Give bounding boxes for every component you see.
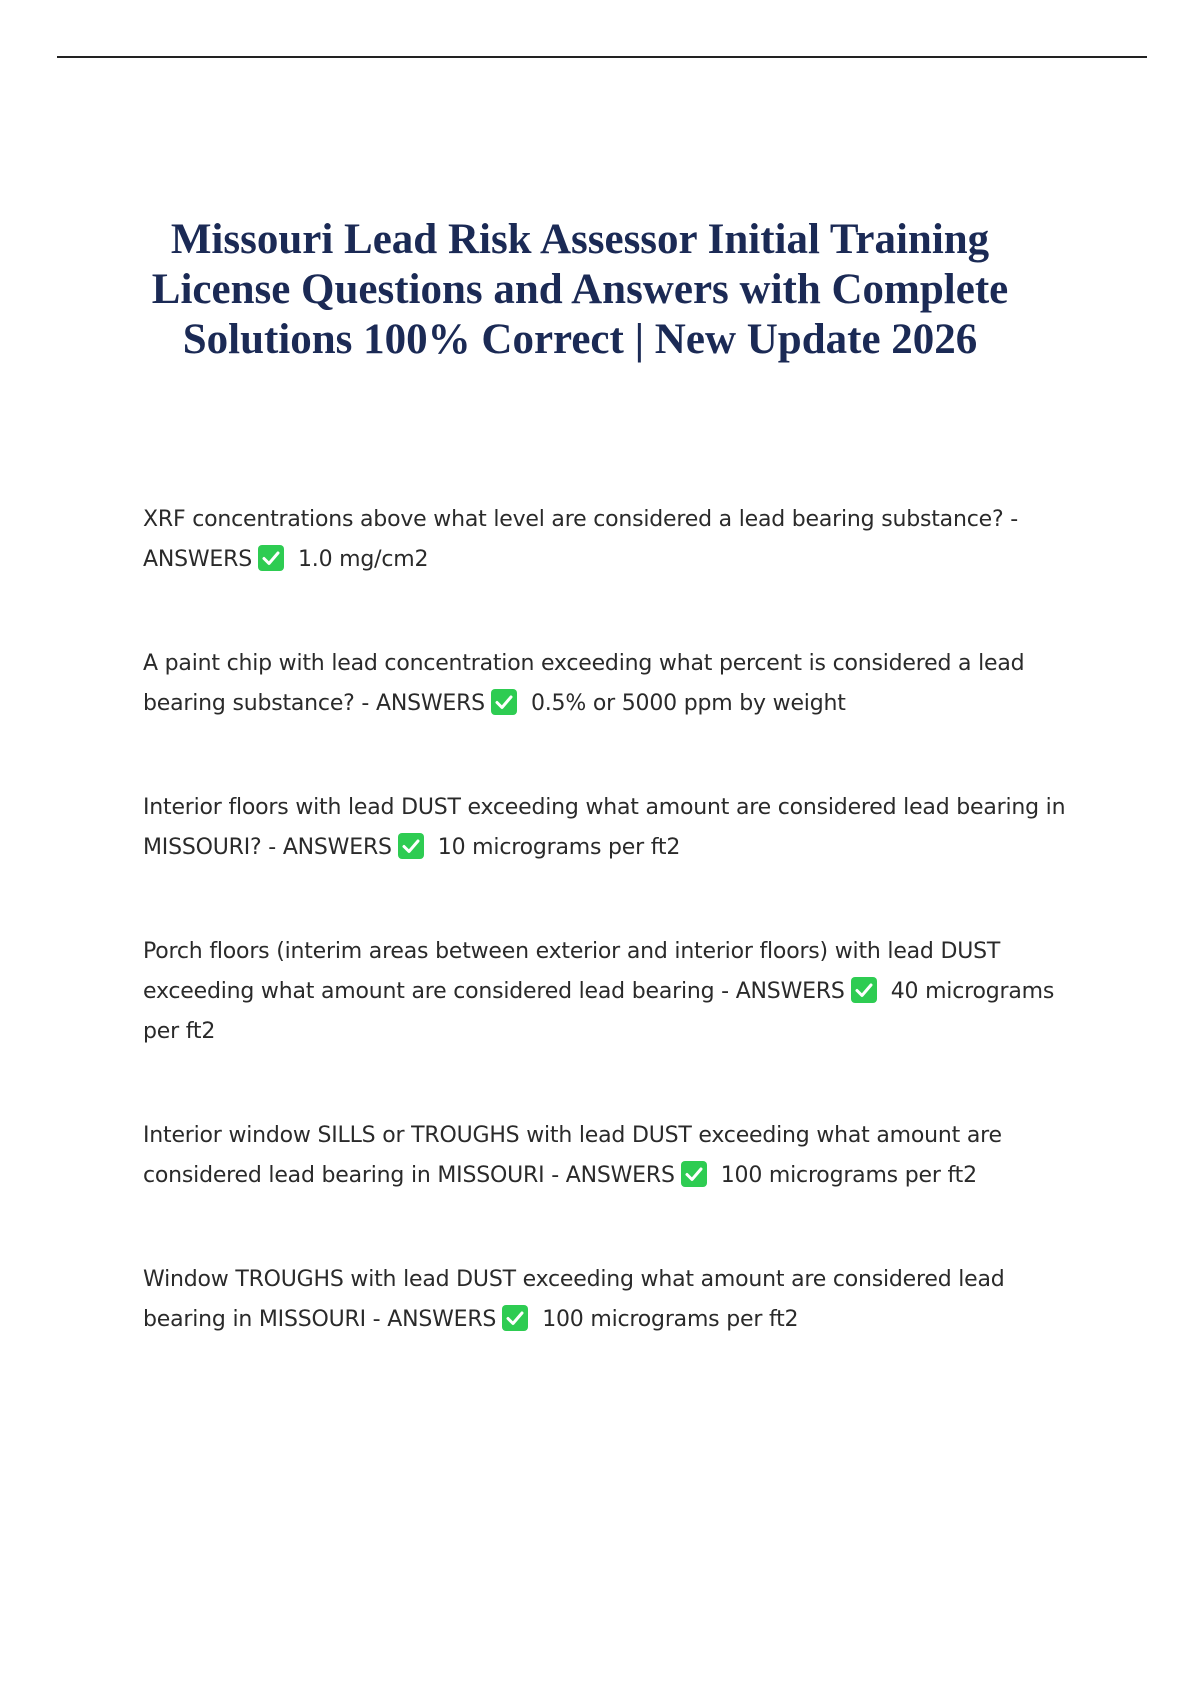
qa-item [143,500,1083,580]
green-check-box-icon [491,689,517,715]
qa-list [143,500,1083,1404]
answer-marker: ANSWERS [735,979,845,1004]
answer-text: 40 micrograms per ft2 [143,979,1055,1044]
question-text: Porch floors (interim areas between exterior and interior floors) with lead DUST exceeding what amount are considered lead bearing - [143,939,1001,1004]
answer-marker: ANSWERS [375,691,485,716]
answer-marker: ANSWERS [143,547,252,572]
green-check-box-icon [502,1305,528,1331]
qa-item [143,1260,1083,1340]
green-check-box-icon [258,545,284,571]
qa-item [143,788,1083,868]
top-divider [57,56,1147,58]
green-check-box-icon [398,833,424,859]
document-title: Missouri Lead Risk Assessor Initial Training License Questions and Answers with Complete Solutions 100% Correct | New Update 2026 [151,216,1009,363]
answer-text: 0.5% or 5000 ppm by weight [530,691,846,716]
answer-text: 1.0 mg/cm2 [297,547,429,572]
answer-marker: ANSWERS [282,835,392,860]
qa-item [143,1116,1083,1196]
question-text: Window TROUGHS with lead DUST exceeding what amount are considered lead bearing in MISSOURI - [143,1267,1005,1332]
green-check-box-icon [851,977,877,1003]
green-check-box-icon [681,1161,707,1187]
answer-text: 10 micrograms per ft2 [437,835,681,860]
question-text: XRF concentrations above what level are considered a lead bearing substance? - [143,507,1018,532]
question-text: Interior window SILLS or TROUGHS with lead DUST exceeding what amount are considered lead bearing in MISSOURI - [143,1123,1002,1188]
qa-item [143,644,1083,724]
answer-text: 100 micrograms per ft2 [542,1307,799,1332]
answer-marker: ANSWERS [387,1307,497,1332]
question-text: Interior floors with lead DUST exceeding what amount are considered lead bearing in MISSOURI? - [143,795,1066,860]
answer-marker: ANSWERS [565,1163,675,1188]
qa-item [143,932,1083,1052]
answer-text: 100 micrograms per ft2 [720,1163,977,1188]
question-text: A paint chip with lead concentration exceeding what percent is considered a lead bearing substance? - [143,651,1025,716]
